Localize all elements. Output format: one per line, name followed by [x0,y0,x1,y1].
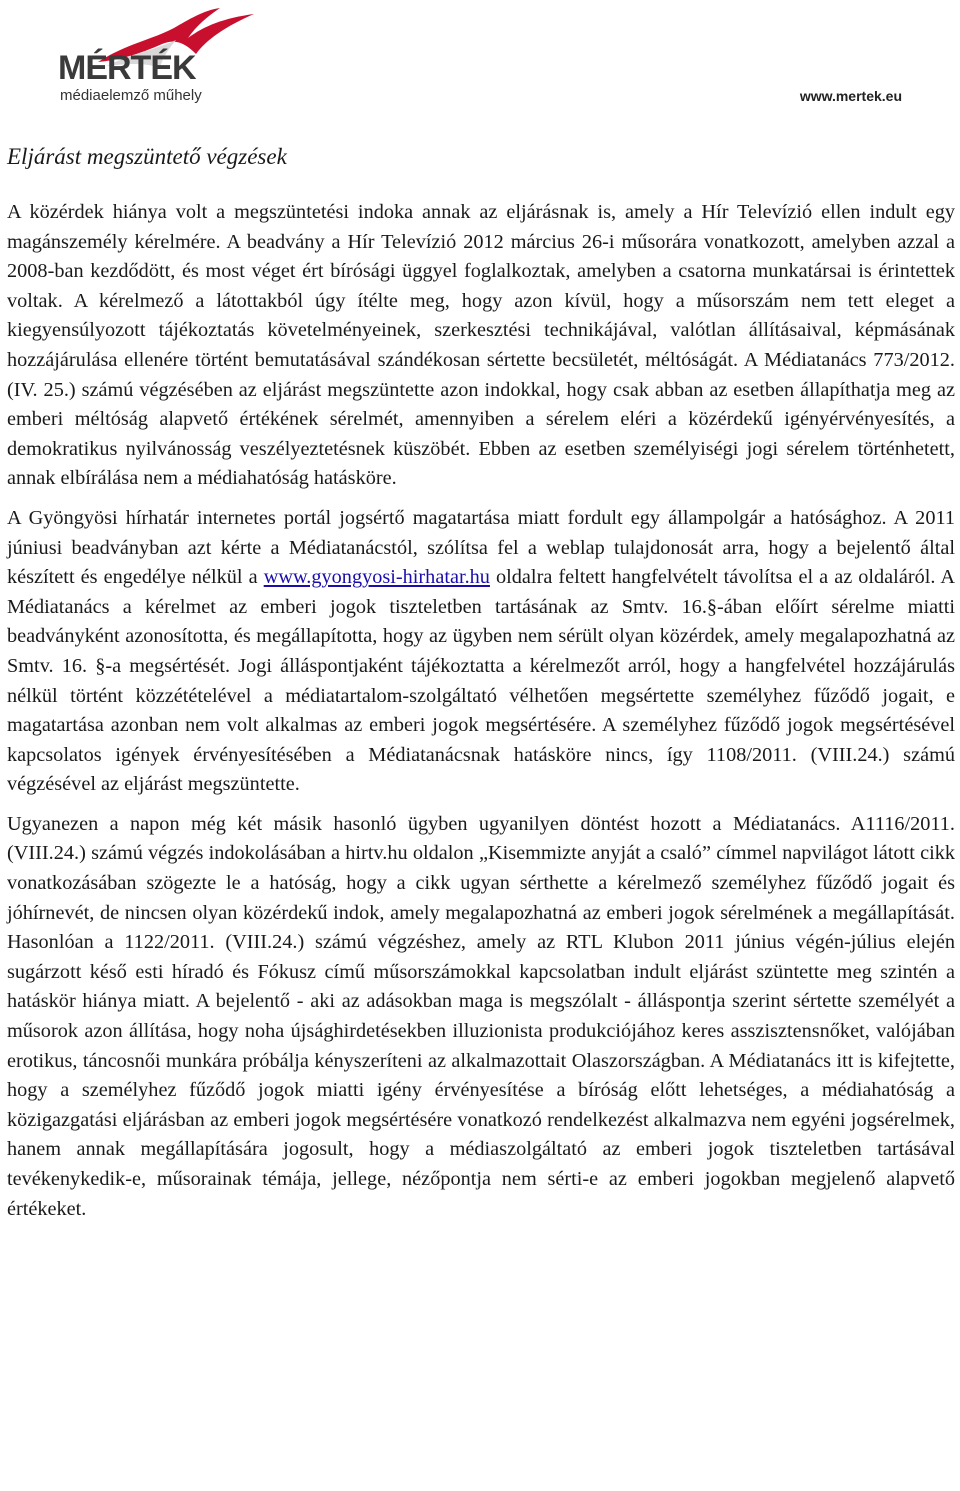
site-url: www.mertek.eu [799,88,902,104]
paragraph-gyongyosi-hirhatar [7,504,955,800]
logo-subtitle: médiaelemző műhely [60,87,202,104]
document-body [7,142,955,1234]
page-header [0,0,960,115]
section-title: Eljárást megszüntető végzések [7,144,287,169]
gyongyosi-hirhatar-link[interactable]: www.gyongyosi-hirhatar.hu [263,566,490,589]
logo-wordmark: MÉRTÉK [58,49,196,87]
paragraph-hir-televizio: A közérdek hiánya volt a megszüntetési indoka annak az eljárásnak is, amely a Hír Televízió ellen indult egy magánszemély kérelmére. A beadvány a Hír Televízió 2012 március 26-i műsorára vonatkozott, amelyben azzal a 2008-ban kezdődött, és most véget ért bírósági üggyel foglalkoztak, amelyben a csatorna munkatársai is érintettek voltak. A kérelmező a látottakból úgy ítélte meg, hogy azon kívül, hogy a műsorszám nem tett eleget a kiegyensúlyozott tájékoztatás követelményeinek, szerkesztési technikájával, valótlan állításaival, képmásának hozzájárulása ellenére történt bemutatásával szándékosan sértette becsületét, méltóságát. A Médiatanács 773/2012. (IV. 25.) számú végzésében az eljárást megszüntette azon indokkal, hogy csak abban az esetben állapíthatja meg az emberi méltóság alapvető értékének sérelmét, amennyiben a sérelem eléri a közérdekű igényérvényesítés, a demokratikus nyilvánosság veszélyeztetésnek küszöbét. Ebben az esetben személyiségi jogi sérelem történhetett, annak elbírálása nem a médiahatóság hatásköre. [7,201,955,490]
paragraph-text: oldalra feltett hangfelvételt távolítsa el a az oldaláról. A Médiatanács a kérelmet az emberi jogok tiszteletben tartásának az Smtv. 16.§-ában előírt sérelme miatti beadványként azonosította, és megállapította, hogy az ügyben nem sérült olyan közérdek, amely megalapozhatná az Smtv. 16. §-a megsértését. Jogi álláspontjaként tájékoztatta a kérelmezőt arról, hogy a hangfelvétel hozzájárulás nélkül történt közzétételével a médiatartalom-szolgáltató vélhetően megsértette személyhez fűződő jogait, e magatartása azonban nem volt alkalmas az emberi jogok megsértésére. A személyhez fűződő jogok megsértésével kapcsolatos igények érvényesítésében a Médiatanácsnak hatásköre nincs, így 1108/2011. (VIII.24.) számú végzésével az eljárást megszüntette. [7,566,956,796]
mertek-logo[interactable] [56,4,246,104]
paragraph-hirtv-rtl-klub: Ugyanezen a napon még két másik hasonló ügyben ugyanilyen döntést hozott a Médiatanács. A1116/2011. (VIII.24.) számú végzés indokolásában a hirtv.hu oldalon „Kisemmizte anyját a csaló” címmel napvilágot látott cikk vonatkozásában szögezte le a hatóság, hogy a cikk ugyan sérthette a kérelmező személyhez fűződő jogait és jóhírnevét, de nincsen olyan közérdekű indok, amely megalapozhatná az emberi jogok sérelmének a megállapítását. Hasonlóan a 1122/2011. (VIII.24.) számú végzéshez, amely az RTL Klubon 2011 június végén-július elején sugárzott késő esti híradó és Fókusz című műsorszámokkal kapcsolatban indult eljárást szüntette meg szintén a hatáskör hiánya miatt. A bejelentő - aki az adásokban maga is megszólalt - álláspontja szerint sértette személyét a műsorok azon állítása, hogy noha újsághirdetésekben illuzionista produkciójához keres asszisztensnőket, valójában erotikus, táncosnői munkára próbálja kényszeríteni az alkalmazottait Olaszországban. A Médiatanács itt is kifejtette, hogy a személyhez fűződő jogok miatti igény érvényesítése a bíróság előtt lehetséges, a médiahatóság a közigazgatási eljárásban az emberi jogok megsértésére vonatkozó rendelkezést alkalmazva nem egyéni jogsérelmek, hanem annak megállapítására jogosult, hogy a médiaszolgáltató az emberi jogok tiszteletben tartásával tevékenykedik-e, műsorainak témája, jellege, nézőpontja nem sérti-e az emberi jogokban megjelenő alapvető értékeket. [7,812,955,1220]
paragraph-text: A Gyöngyösi hírhatár internetes portál jogsértő magatartása miatt fordult egy állampolgár a hatósághoz. A 2011 júniusi beadványban azt kérte a Médiatanácstól, szólítsa fel a weblap tulajdonosát arra, hogy a bejelentő által készített és engedélye nélkül a [7,506,955,589]
